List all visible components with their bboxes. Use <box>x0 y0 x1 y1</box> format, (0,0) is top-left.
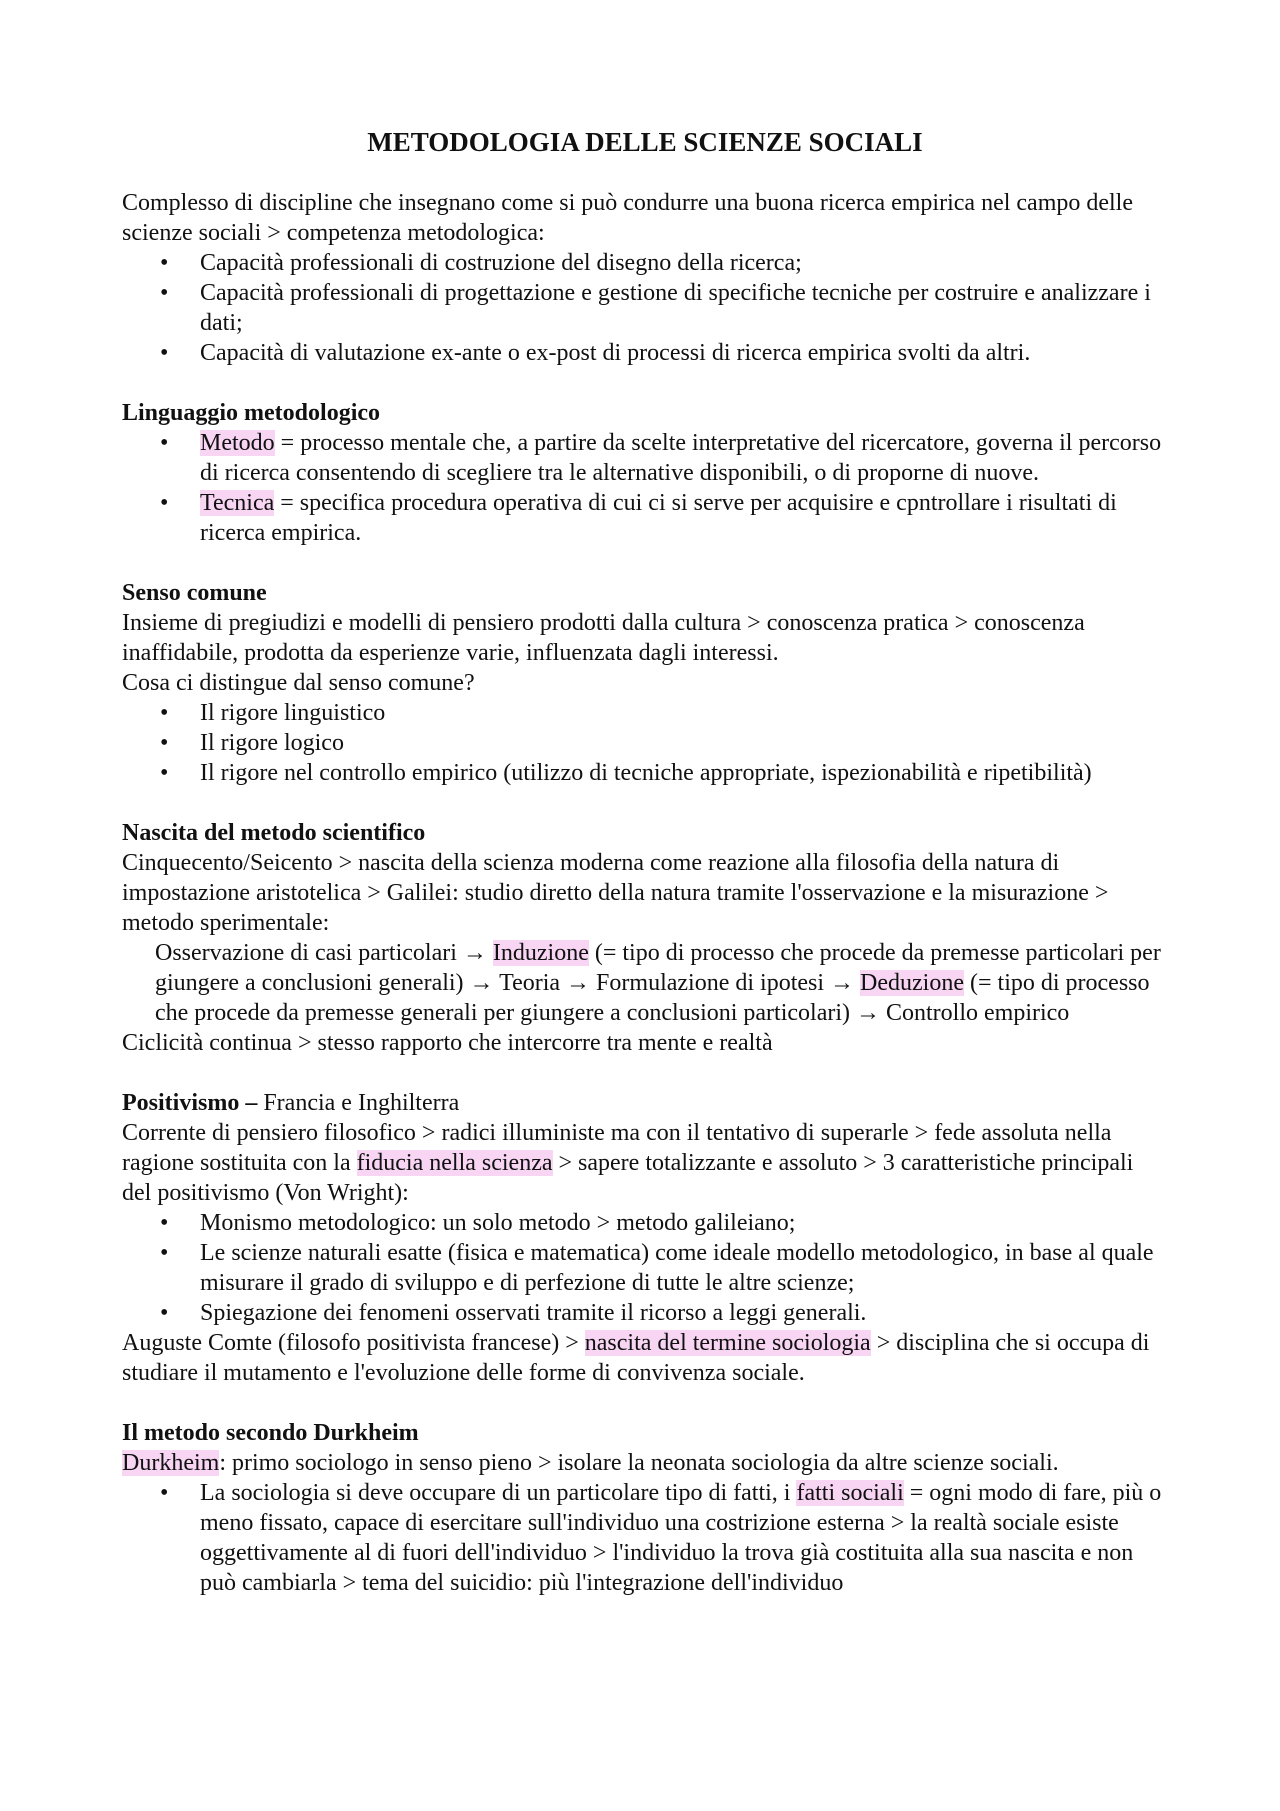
section-heading: Nascita del metodo scientifico <box>122 820 426 846</box>
highlighted-term: fiducia nella scienza <box>356 1150 553 1176</box>
senso-list <box>122 698 1168 788</box>
paragraph: Ciclicità continua > stesso rapporto che intercorre tra mente e realtà <box>122 1030 773 1056</box>
text-run: Auguste Comte (filosofo positivista francese) > <box>122 1330 585 1356</box>
positivismo-section <box>122 1088 1168 1388</box>
highlighted-term: Durkheim <box>122 1450 220 1476</box>
text-run: : primo sociologo in senso pieno > isolare la neonata sociologia da altre scienze sociali. <box>219 1450 1059 1476</box>
highlighted-term: Induzione <box>492 940 589 966</box>
list-item: • Spiegazione dei fenomeni osservati tramite il ricorso a leggi generali. <box>122 1298 1168 1328</box>
text-run: > sapere totalizzante e assoluto > 3 caratteristiche principali del positivismo (Von Wright): <box>122 1150 1134 1206</box>
definition-text: = specifica procedura operativa di cui ci si serve per acquisire e cpntrollare i risultati di ricerca empirica. <box>200 490 1117 546</box>
section-heading <box>122 1088 1168 1118</box>
list-item: • Capacità professionali di progettazione e gestione di specifiche tecniche per costruire e analizzare i dati; <box>122 278 1168 338</box>
list-item <box>122 488 1168 548</box>
heading-rest: Francia e Inghilterra <box>257 1090 460 1116</box>
list-item: • Monismo metodologico: un solo metodo > metodo galileiano; <box>122 1208 1168 1238</box>
intro-list <box>122 248 1168 368</box>
paragraph: Insieme di pregiudizi e modelli di pensiero prodotti dalla cultura > conoscenza pratica > conoscenza inaffidabile, prodotta da esperienze varie, influenzata dagli interessi. <box>122 610 1085 666</box>
list-item: • Capacità di valutazione ex-ante o ex-post di processi di ricerca empirica svolti da altri. <box>122 338 1168 368</box>
text-run: Corrente di pensiero filosofico > radici illuministe ma con il tentativo di superarle > fede assoluta nella ragione sostituita con la <box>122 1120 1112 1176</box>
list-item: • Le scienze naturali esatte (fisica e matematica) come ideale modello metodologico, in base al quale misurare il grado di sviluppo e di perfezione di tutte le altre scienze; <box>122 1238 1168 1298</box>
list-item: • Il rigore nel controllo empirico (utilizzo di tecniche appropriate, ispezionabilità e ripetibilità) <box>122 758 1168 788</box>
text-run: Osservazione di casi particolari → <box>155 940 493 966</box>
linguaggio-section <box>122 398 1168 548</box>
text-run: (= tipo di processo che procede da premesse particolari per giungere a conclusioni generali) → Teoria → Formulazione di ipotesi → <box>155 940 1161 996</box>
document-body <box>122 118 1168 1598</box>
section-heading: Il metodo secondo Durkheim <box>122 1420 419 1446</box>
highlighted-term: Deduzione <box>860 970 964 996</box>
paragraph <box>122 1448 1168 1478</box>
definition-text: = processo mentale che, a partire da scelte interpretative del ricercatore, governa il percorso di ricerca consentendo di scegliere tra le alternative disponibili, o di proporne di nuove. <box>200 430 1162 486</box>
list-item <box>122 428 1168 488</box>
highlighted-term: Tecnica <box>200 490 275 516</box>
linguaggio-list <box>122 428 1168 548</box>
section-heading: Senso comune <box>122 580 267 606</box>
senso-section <box>122 578 1168 788</box>
text-run: La sociologia si deve occupare di un particolare tipo di fatti, i <box>200 1480 797 1506</box>
document-title: METODOLOGIA DELLE SCIENZE SOCIALI <box>367 127 923 157</box>
heading-bold: Positivismo – <box>122 1090 258 1116</box>
durkheim-section <box>122 1418 1168 1598</box>
indented-paragraph <box>122 938 1168 1028</box>
paragraph: Cinquecento/Seicento > nascita della scienza moderna come reazione alla filosofia della natura di impostazione aristotelica > Galilei: studio diretto della natura tramite l'osservazione e la misurazione > metodo sperimentale: <box>122 850 1109 936</box>
positivismo-list <box>122 1208 1168 1328</box>
highlighted-term: nascita del termine sociologia <box>584 1330 871 1356</box>
list-item <box>122 1478 1168 1598</box>
text-run: > disciplina che si occupa di studiare il mutamento e l'evoluzione delle forme di convivenza sociale. <box>122 1330 1150 1386</box>
list-item: • Il rigore linguistico <box>122 698 1168 728</box>
highlighted-term: fatti sociali <box>796 1480 904 1506</box>
nascita-section <box>122 818 1168 1058</box>
text-run: = ogni modo di fare, più o meno fissato, capace di esercitare sull'individuo una costrizione esterna > la realtà sociale esiste oggettivamente al di fuori dell'individuo > l'individuo la trova già costituita alla sua nascita e non può cambiarla > tema del suicidio: più l'integrazione dell'individuo <box>200 1480 1162 1596</box>
paragraph <box>122 1118 1168 1208</box>
paragraph <box>122 1328 1168 1388</box>
durkheim-list <box>122 1478 1168 1598</box>
highlighted-term: Metodo <box>200 430 275 456</box>
list-item: • Capacità professionali di costruzione del disegno della ricerca; <box>122 248 1168 278</box>
paragraph: Cosa ci distingue dal senso comune? <box>122 670 475 696</box>
section-heading: Linguaggio metodologico <box>122 400 381 426</box>
text-run: (= tipo di processo che procede da premesse generali per giungere a conclusioni particolari) → Controllo empirico <box>155 970 1150 1026</box>
intro-section <box>122 188 1168 368</box>
intro-paragraph: Complesso di discipline che insegnano come si può condurre una buona ricerca empirica nel campo delle scienze sociali > competenza metodologica: <box>122 190 1133 246</box>
list-item: • Il rigore logico <box>122 728 1168 758</box>
